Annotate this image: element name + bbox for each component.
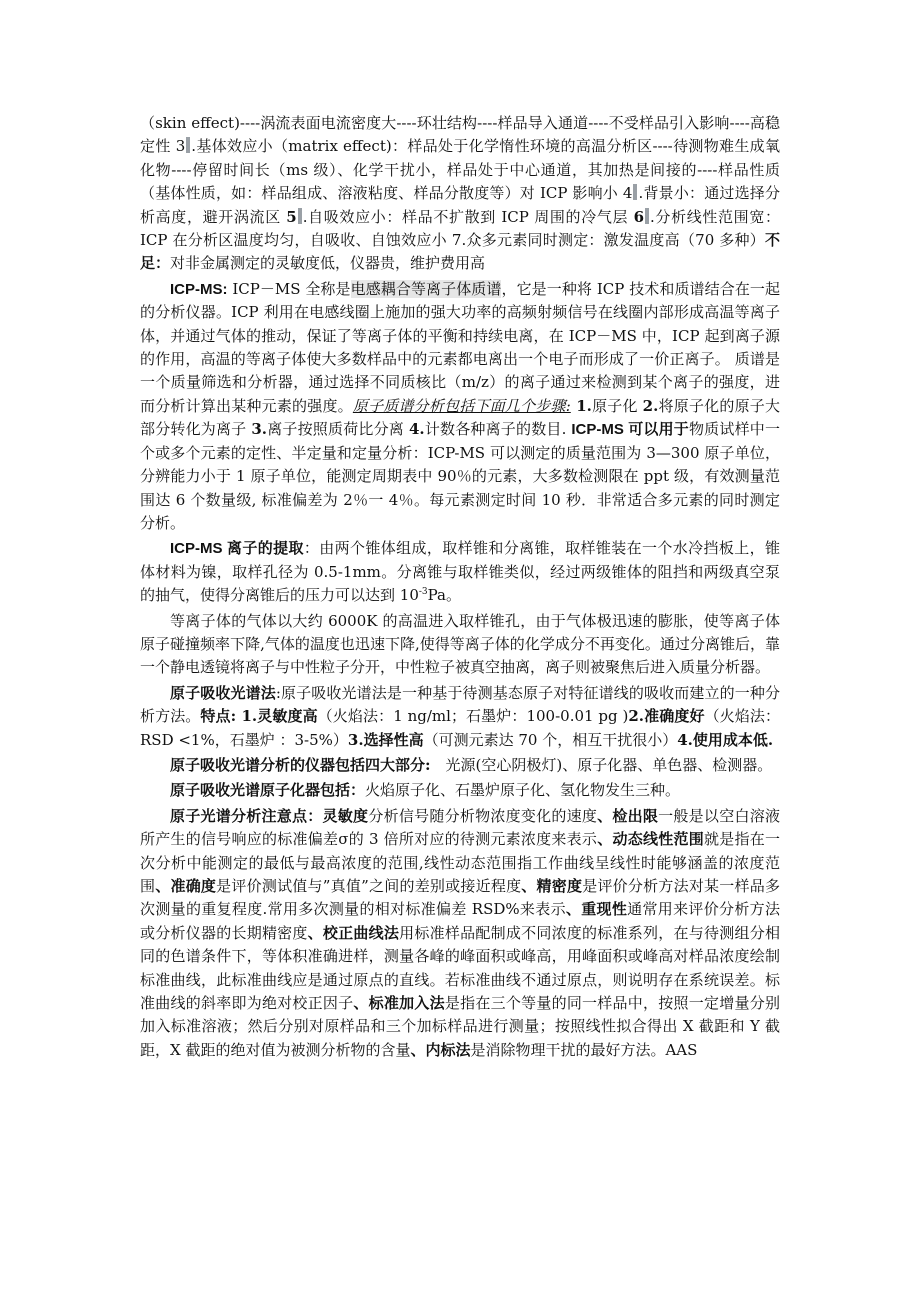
text: 是指在三个等量的同一样品中，按照一定增量分别加入标准溶液；然后分别对原样品和三个加标样品进行测量；按照线性拟合得出 X 截距和 Y 截距，X 截距的绝对值为被测分析物的含量 [140, 994, 780, 1059]
bold-term: 特点: 1.灵敏度高 [200, 707, 318, 726]
text: 光源(空心阴极灯)、原子化器、单色器、检测器。 [430, 755, 773, 774]
bold-term: 、校正曲线法 [307, 923, 400, 942]
superscript: -3 [418, 587, 428, 598]
section-heading: 原子吸收光谱法 [170, 683, 276, 702]
bold-term: 3.选择性高 [347, 730, 424, 749]
edit-marker-icon [633, 184, 637, 200]
text: （skin effect)----涡流表面电流密度大----环壮结构----样品导入通道----不受样品引入影响----高稳定性 3 [140, 114, 780, 156]
bold-term: 、精密度 [521, 877, 583, 895]
text: .基体效应小（matrix effect)：样品处于化学惰性环境的高温分析区----待测物难生成氧化物----停留时间长（ms 级）、化学干扰小，样品处于中心通道，其加热是间接的----样品性质（基体性质，如：样品组成、溶液粘度、样品分散度等）对 ICP 影响小 4 [140, 137, 780, 203]
bold-term: 、内标法 [410, 1040, 471, 1059]
bold-term: ICP-MS 可以用于 [571, 421, 689, 439]
bold-term: 、标准加入法 [353, 994, 445, 1013]
edit-marker-icon [186, 137, 190, 153]
text: 物质试样中一个或多个元素的定性、半定量和定量分析：ICP-MS 可以测定的质量范围为 3—300 原子单位，分辨能力小于 1 原子单位，能测定周期表中 90％的元素，大多数检测限在 ppt 级，有效测量范围达 6 个数量级, 标准偏差为 2％一 4％。每元素测定时间 10 秒．非常适合多元素的同时测定分析。 [140, 420, 780, 532]
text: （火焰法：RSD <1%，石墨炉 ：3-5%） [140, 707, 780, 749]
bold-term: 、动态线性范围 [597, 830, 704, 849]
text: ICP－MS 全称是 [227, 279, 351, 298]
paragraph-aas-atomizer [140, 779, 780, 802]
edit-marker-icon [298, 208, 302, 224]
text: .背景小：通过选择分析高度，避开涡流区 [140, 184, 780, 226]
paragraph-icp-ms [140, 278, 780, 535]
text: :原子吸收光谱法是一种基于待测基态原子对特征谱线的吸收而建立的一种分析方法。 [140, 683, 780, 726]
bold-number: 1. [570, 396, 592, 415]
paragraph-ion-extraction [140, 537, 780, 607]
text: ：由两个锥体组成，取样锥和分离锥，取样锥装在一个水冷挡板上，锥体材料为镍，取样孔径为 0.5-1mm。分离锥与取样锥类似，经过两级锥体的阻挡和两级真空泵的抽气，使得分离锥后的压力可以达到 10 [140, 539, 780, 605]
text: 对非金属测定的灵敏度低，仪器贵，维护费用高 [170, 254, 486, 273]
text: 是评价分析方法对某一样品多次测量的重复程度.常用多次测量的相对标准偏差 RSD%来表示 [140, 877, 780, 919]
highlighted-term: 电感耦合等离子体质谱 [350, 279, 502, 298]
text: 等离子体的气体以大约 6000K 的高温进入取样锥孔，由于气体极迅速的膨胀，使等离子体原子碰撞频率下降,气体的温度也迅速下降,使得等离子体的化学成分不再变化。通过分离锥后，靠一个静电透镜将离子与中性粒子分开，中性粒子被真空抽离，离子则被聚焦后进入质量分析器。 [140, 611, 780, 677]
text: （可测元素达 70 个，相互干扰很小） [423, 730, 678, 749]
text: 一般是以空白溶液所产生的信号响应的标准偏差σ的 3 倍所对应的待测元素浓度来表示 [140, 806, 780, 849]
text: 就是指在一次分析中能测定的最低与最高浓度的范围,线性动态范围指工作曲线呈线性时能够涵盖的浓度范围 [140, 830, 780, 895]
bold-term: 2.准确度好 [628, 707, 705, 726]
text: 火焰原子化、石墨炉原子化、氢化物发生三种。 [365, 781, 681, 800]
text: ，它是一种将 ICP 技术和质谱结合在一起的分析仪器。ICP 利用在电感线圈上施加的强大功率的高频射频信号在线圈内部形成高温等离子体，并通过气体的推动，保证了等离子体的平衡和持续电离，在 ICP－MS 中，ICP 起到离子源的作用，高温的等离子体使大多数样品中的元素都电离出一个电子而形成了一价正离子。 质谱是一个质量筛选和分析器，通过选择不同质核比（m/z）的离子通过来检测到某个离子的强度，进而分析计算出某种元素的强度。 [140, 279, 780, 415]
bold-term: 、重现性 [565, 900, 628, 919]
bold-number: 5 [286, 207, 297, 226]
text: 将原子化的原子大部分转化为离子 [140, 396, 780, 439]
paragraph-icp-advantages [140, 112, 780, 276]
paragraph-aas [140, 682, 780, 752]
bold-number: 2. [642, 396, 659, 415]
text: 计数各种离子的数目. [424, 420, 572, 439]
section-heading: 原子光谱分析注意点： [170, 806, 323, 825]
bold-number: 4. [408, 420, 425, 439]
text: Pa。 [427, 586, 462, 605]
text: 是消除物理干扰的最好方法。AAS [470, 1040, 698, 1059]
section-heading: 原子吸收光谱分析的仪器包括四大部分: [170, 755, 431, 774]
bold-term: 、准确度 [155, 877, 217, 895]
text: 原子化 [591, 396, 643, 415]
text: 用标准样品配制成不同浓度的标准系列，在与待测组分相同的色谱条件下，等体积准确进样，测量各峰的峰面积或峰高，用峰面积或峰高对样品浓度绘制标准曲线，此标准曲线应是通过原点的直线。若标准曲线不通过原点，则说明存在系统误差。标准曲线的斜率即为绝对校正因子 [140, 923, 780, 1013]
bold-number: 3. [251, 420, 268, 439]
paragraph-notes [140, 805, 780, 1062]
text: （火焰法：1 ng/ml；石墨炉：100-0.01 pg ) [317, 707, 629, 726]
bold-term: 、检出限 [597, 806, 659, 825]
underlined-phrase: 原子质谱分析包括下面几个步骤: [352, 396, 571, 415]
text: 分析信号随分析物浓度变化的速度 [368, 806, 598, 825]
bold-number: 6 [633, 207, 645, 226]
paragraph-plasma-gas [140, 610, 780, 680]
text: 是评价测试值与”真值”之间的差别或接近程度 [216, 877, 522, 895]
paragraph-aas-instrument [140, 754, 780, 777]
section-heading: ICP-MS 离子的提取 [170, 540, 304, 558]
edit-marker-icon [645, 208, 649, 224]
text: .分析线性范围宽：ICP 在分析区温度均匀，自吸收、自蚀效应小 7.众多元素同时测定：激发温度高（70 多种） [140, 207, 780, 250]
text: 离子按照质荷比分离 [267, 420, 409, 439]
bold-term: 灵敏度 [322, 806, 369, 825]
bold-term: 不足： [140, 231, 780, 273]
bold-term: 4.使用成本低. [677, 730, 774, 749]
section-heading: 原子吸收光谱原子化器包括： [170, 781, 366, 800]
text: .自吸效应小：样品不扩散到 ICP 周围的冷气层 [302, 207, 634, 226]
section-heading: ICP-MS: [170, 280, 228, 298]
text: 通常用来评价分析方法或分析仪器的长期精密度 [140, 900, 780, 942]
